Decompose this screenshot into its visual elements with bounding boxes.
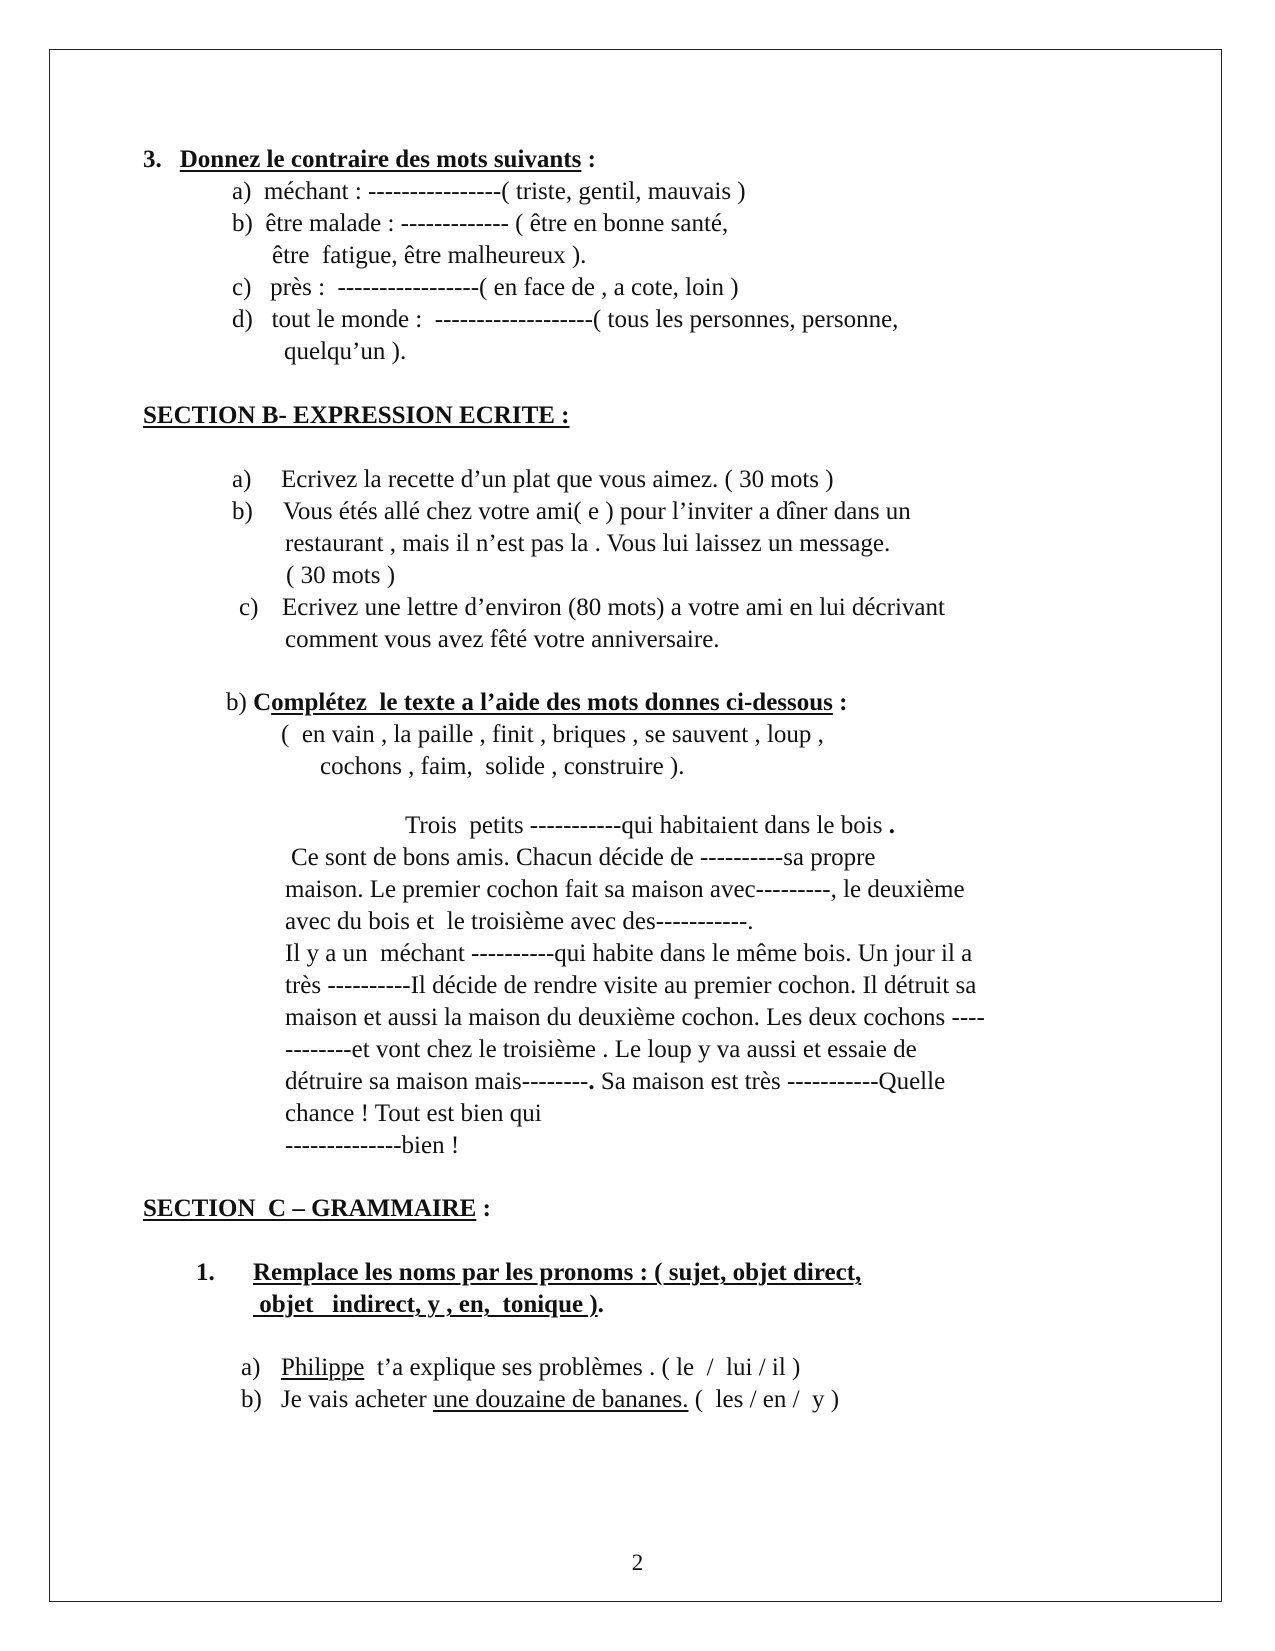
section-b-b-marker: b) xyxy=(232,498,253,525)
section-c-a-rest: t’a explique ses problèmes . ( le / lui / il ) xyxy=(364,1354,801,1381)
section-b-heading: SECTION B- EXPRESSION ECRITE : xyxy=(143,402,570,429)
q3-colon: : xyxy=(581,146,596,173)
section-c-a-underlined: Philippe xyxy=(281,1354,365,1381)
passage-line9 xyxy=(285,1067,945,1097)
passage-line1 xyxy=(405,811,895,841)
passage-line6: très ----------Il décide de rendre visite au premier cochon. Il détruit sa xyxy=(285,972,977,999)
section-b-a-text: Ecrivez la recette d’un plat que vous aimez. ( 30 mots ) xyxy=(281,466,834,493)
q3-item-d-line1: d) tout le monde : -------------------( tous les personnes, personne, xyxy=(232,306,899,333)
section-c-b-start: Je vais acheter xyxy=(281,1386,434,1413)
section-c-b-text xyxy=(281,1385,839,1415)
section-c-q1-line2-text: objet indirect, y , en, tonique ) xyxy=(253,1291,598,1318)
section-c-title: SECTION C – GRAMMAIRE xyxy=(143,1195,477,1222)
section-c-a-text xyxy=(281,1353,800,1383)
word-bank-line1: ( en vain , la paille , finit , briques , se sauvent , loup , xyxy=(281,721,824,748)
q3-item-c: c) près : -----------------( en face de , a cote, loin ) xyxy=(232,274,739,301)
passage-line9-end: Sa maison est très -----------Quelle xyxy=(594,1068,946,1095)
section-b-c-text-line2: comment vous avez fêté votre anniversaire. xyxy=(285,626,720,653)
passage-line5: Il y a un méchant ----------qui habite dans le même bois. Un jour il a xyxy=(285,940,973,967)
passage-line10: chance ! Tout est bien qui xyxy=(285,1100,542,1127)
section-c-b-underlined: une douzaine de bananes. xyxy=(433,1386,689,1413)
section-c-b-rest: ( les / en / y ) xyxy=(688,1386,840,1413)
passage-line8: --------et vont chez le troisième . Le loup y va aussi et essaie de xyxy=(285,1036,917,1063)
fill-text-heading xyxy=(226,688,847,718)
section-c-q1-number: 1. xyxy=(196,1259,215,1286)
q3-item-b-line2: être fatigue, être malheureux ). xyxy=(272,242,587,269)
page-number: 2 xyxy=(631,1550,644,1575)
section-b-b-text-line1: Vous étés allé chez votre ami( e ) pour l’inviter a dîner dans un xyxy=(283,498,911,525)
section-b-c-marker: c) xyxy=(239,594,259,621)
q3-item-a: a) méchant : ----------------( triste, gentil, mauvais ) xyxy=(232,178,746,205)
section-c-q1-line2 xyxy=(253,1290,604,1320)
section-b-b-text-line2: restaurant , mais il n’est pas la . Vous lui laissez un message. xyxy=(285,530,891,557)
passage-line3: maison. Le premier cochon fait sa maison avec---------, le deuxième xyxy=(285,876,965,903)
section-c-b-marker: b) xyxy=(241,1386,262,1413)
passage-line11: --------------bien ! xyxy=(285,1132,460,1159)
passage-line9-dot: . xyxy=(588,1068,595,1095)
fill-text-title: omplétez le texte a l’aide des mots donnes ci-dessous xyxy=(271,689,833,716)
section-b-a-marker: a) xyxy=(232,466,252,493)
q3-number: 3. xyxy=(143,146,162,173)
passage-line1-text: Trois petits -----------qui habitaient dans le bois xyxy=(405,812,889,839)
section-c-q1-line1: Remplace les noms par les pronoms : ( sujet, objet direct, xyxy=(253,1259,862,1286)
passage-line4: avec du bois et le troisième avec des-----------. xyxy=(285,908,754,935)
section-b-b-text-line3: ( 30 mots ) xyxy=(286,562,396,589)
passage-line1-dot: . xyxy=(888,812,895,839)
section-c-colon: : xyxy=(476,1195,491,1222)
q3-heading xyxy=(143,145,596,175)
section-c-q1-line2-end: . xyxy=(597,1291,604,1318)
section-c-a-marker: a) xyxy=(241,1354,261,1381)
word-bank-line2: cochons , faim, solide , construire ). xyxy=(320,753,685,780)
passage-line9-start: détruire sa maison mais-------- xyxy=(285,1068,589,1095)
fill-text-title-first-letter: C xyxy=(253,689,272,716)
fill-text-colon: : xyxy=(832,689,848,716)
q3-item-b-line1: b) être malade : ------------- ( être en bonne santé, xyxy=(232,210,729,237)
fill-text-prefix: b) xyxy=(226,689,254,716)
section-c-heading xyxy=(143,1194,491,1224)
q3-title: Donnez le contraire des mots suivants xyxy=(179,146,582,173)
passage-line2: Ce sont de bons amis. Chacun décide de ----------sa propre xyxy=(291,844,876,871)
section-b-c-text-line1: Ecrivez une lettre d’environ (80 mots) a votre ami en lui décrivant xyxy=(282,594,945,621)
passage-line7: maison et aussi la maison du deuxième cochon. Les deux cochons ---- xyxy=(285,1004,985,1031)
q3-item-d-line2: quelqu’un ). xyxy=(284,338,407,365)
